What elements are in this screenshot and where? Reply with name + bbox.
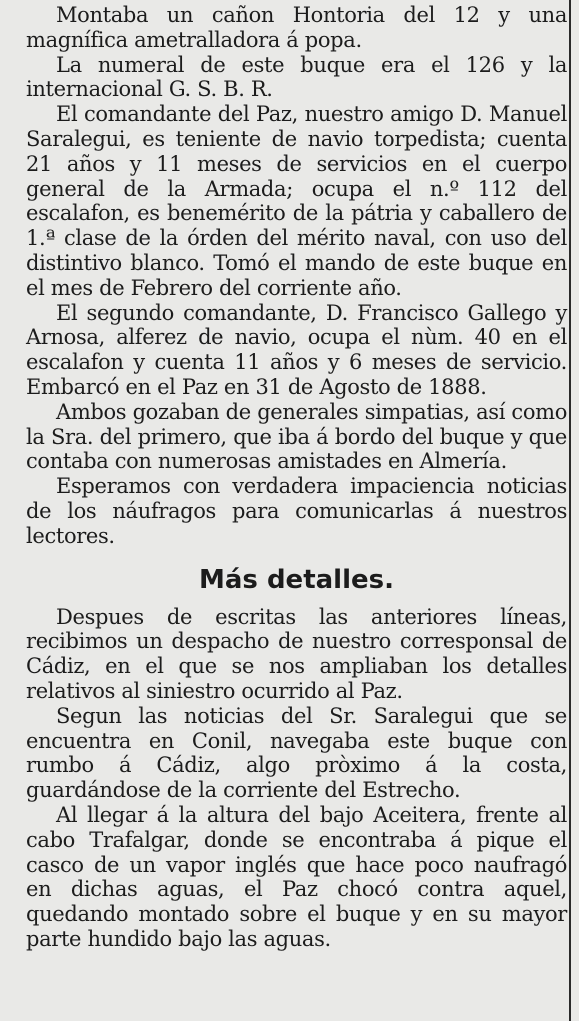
paragraph-armament: Montaba un cañon Hontoria del 12 y una magnífica ametralladora á popa. [26,3,567,52]
paragraph-navigation: Segun las noticias del Sr. Saralegui que se encuentra en Conil, navegaba este buque con rumbo á Cádiz, algo pròximo á la costa, guardándose de la corriente del Estrecho. [26,703,567,803]
paragraph-awaiting-news: Esperamos con verdadera impaciencia noticias de los náufragos para comunicarlas á nuestros lectores. [26,474,567,548]
paragraph-numeral: La numeral de este buque era el 126 y la internacional G. S. B. R. [26,52,567,102]
paragraph-sympathies: Ambos gozaban de generales simpatias, así como la Sra. del primero, que iba á bordo del buque y que contaba con numerosas amistades en Almería. [26,399,567,474]
section-heading: Más detalles. [199,564,394,595]
paragraph-dispatch: Despues de escritas las anteriores líneas, recibimos un despacho de nuestro corresponsal de Cádiz, en el que se nos ampliaban los detalles relativos al siniestro ocurrido al Paz. [26,604,567,703]
paragraph-commander: El comandante del Paz, nuestro amigo D. Manuel Saralegui, es teniente de navio torpedista; cuenta 21 años y 11 meses de servicios en el cuerpo general de la Armada; ocupa el n.º 112 del escalafon, es benemérito de la pátria y caballero de 1.ª clase de la órden del mérito naval, con uso del distintivo blanco. Tomó el mando de este buque en el mes de Febrero del corriente año. [26,102,567,300]
paragraph-collision: Al llegar á la altura del bajo Aceitera, frente al cabo Trafalgar, donde se encontraba á pique el casco de un vapor inglés que hace poco naufragó en dichas aguas, el Paz chocó contra aquel, quedando montado sobre el buque y en su mayor parte hundido bajo las aguas. [26,802,567,951]
column-rule [569,0,571,1021]
paragraph-second-commander: El segundo comandante, D. Francisco Gallego y Arnosa, alferez de navio, ocupa el nùm. 40 en el escalafon y cuenta 11 años y 6 meses de servicio. Embarcó en el Paz en 31 de Agosto de 1888. [26,300,567,399]
